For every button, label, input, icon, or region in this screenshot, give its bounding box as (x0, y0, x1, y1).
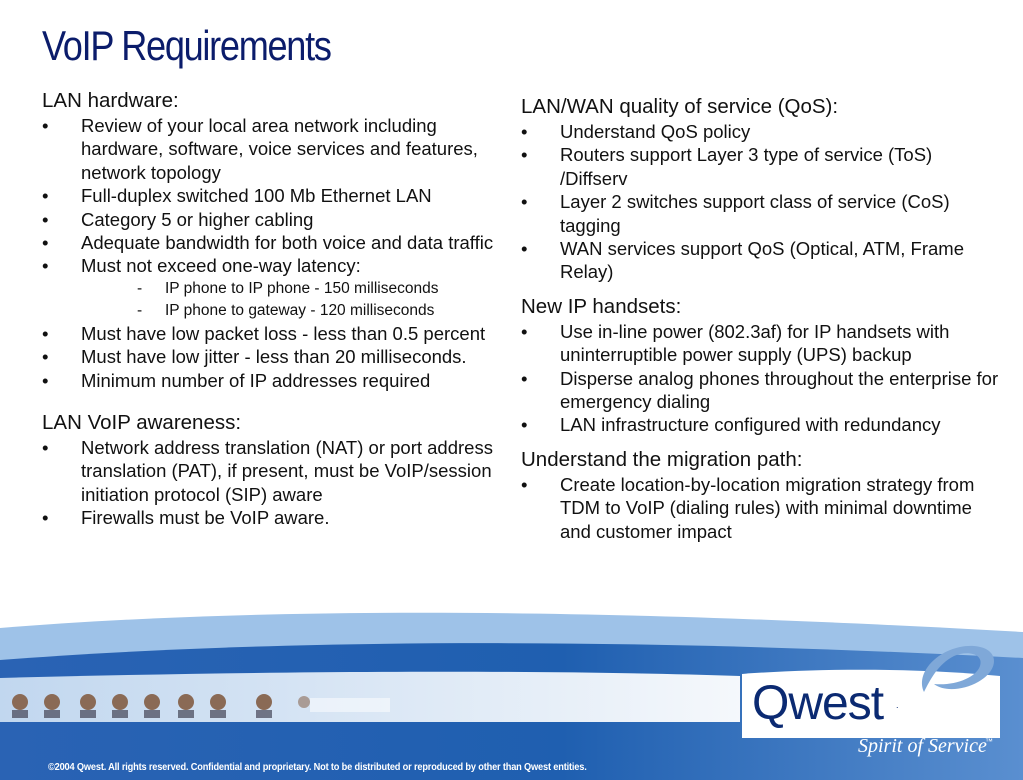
bullet-icon: • (521, 121, 528, 142)
dash-icon: - (137, 279, 143, 297)
bullet-icon: • (42, 507, 49, 529)
list-item: • Minimum number of IP addresses required (42, 369, 431, 391)
bullet-icon: • (521, 473, 528, 495)
list-item: • Understand QoS policy (521, 121, 751, 142)
qos-list (521, 120, 1001, 284)
bullet-icon: • (521, 320, 528, 342)
list-item: • Review of your local area network including hardware, software, voice services and features, network topology (42, 115, 478, 183)
bullet-icon: • (42, 115, 49, 136)
list-item: • Category 5 or higher cabling (42, 208, 314, 230)
left-column (42, 88, 512, 530)
list-item: • Routers support Layer 3 type of service (ToS) /Diffserv (521, 144, 933, 189)
bullet-icon: • (521, 367, 528, 389)
lan-hardware-list (42, 114, 512, 392)
people-photo-strip (0, 690, 400, 720)
ip-handsets-list (521, 320, 1001, 437)
right-column (521, 94, 1001, 543)
list-item: • Use in-line power (802.3af) for IP handsets with uninterruptible power supply (UPS) backup (521, 320, 950, 366)
bullet-icon: • (42, 255, 49, 277)
section-heading-lan-voip-awareness: LAN VoIP awareness: (42, 411, 242, 435)
bullet-icon: • (42, 232, 49, 254)
bullet-icon: • (42, 322, 49, 344)
list-item: • LAN infrastructure configured with redundancy (521, 414, 941, 436)
migration-path-list (521, 473, 1001, 543)
bullet-icon: • (42, 185, 49, 207)
section-heading-ip-handsets: New IP handsets: (521, 294, 682, 318)
bullet-icon: • (521, 414, 528, 436)
list-item: • WAN services support QoS (Optical, ATM, Frame Relay) (521, 238, 965, 283)
list-item: • Layer 2 switches support class of service (CoS) tagging (521, 191, 950, 236)
list-item: • Adequate bandwidth for both voice and data traffic (42, 232, 494, 254)
copyright-notice: ©2004 Qwest. All rights reserved. Confidential and proprietary. Not to be distributed or reproduced by other than Qwest entities. (48, 761, 587, 773)
slide-title: VoIP Requirements (42, 22, 331, 69)
sub-list-item: - IP phone to gateway - 120 milliseconds (81, 300, 512, 322)
bullet-icon: • (521, 144, 528, 166)
list-item: • Full-duplex switched 100 Mb Ethernet LAN (42, 185, 432, 207)
list-item: • Create location-by-location migration strategy from TDM to VoIP (dialing rules) with minimal downtime and customer impact (521, 473, 975, 542)
qwest-logo: Qwest (752, 677, 884, 730)
list-item: • Network address translation (NAT) or port address translation (PAT), if present, must be VoIP/session initiation protocol (SIP) aware (42, 437, 493, 505)
bullet-icon: • (42, 346, 49, 368)
tagline-trademark: ™ (985, 737, 993, 746)
section-heading-qos: LAN/WAN quality of service (QoS): (521, 95, 839, 118)
continuation-line: and customer impact (560, 520, 732, 542)
bullet-icon: • (42, 369, 49, 391)
tagline: Spirit of Service (858, 735, 987, 757)
list-item: • Must have low packet loss - less than 0.5 percent (42, 322, 486, 344)
list-item: • Must have low jitter - less than 20 milliseconds. (42, 346, 467, 368)
bullet-icon: • (521, 191, 528, 213)
section-heading-migration-path: Understand the migration path: (521, 447, 803, 471)
bullet-icon: • (42, 208, 49, 230)
qwest-logo-mark: . (896, 700, 899, 710)
bullet-icon: • (42, 437, 49, 459)
latency-sublist (81, 278, 512, 322)
list-item: • Disperse analog phones throughout the enterprise for emergency dialing (521, 367, 999, 413)
list-item: • Must not exceed one-way latency: - IP phone to IP phone - 150 milliseconds - IP phone to gateway - 120 milliseconds (42, 254, 512, 321)
sub-list-item: - IP phone to IP phone - 150 milliseconds (81, 278, 512, 300)
qwest-swoosh-icon (914, 640, 1004, 700)
lan-voip-awareness-list (42, 436, 512, 530)
dash-icon: - (137, 301, 143, 319)
list-item: • Firewalls must be VoIP aware. (42, 507, 330, 529)
bullet-icon: • (521, 238, 528, 260)
section-heading-lan-hardware: LAN hardware: (42, 89, 179, 112)
